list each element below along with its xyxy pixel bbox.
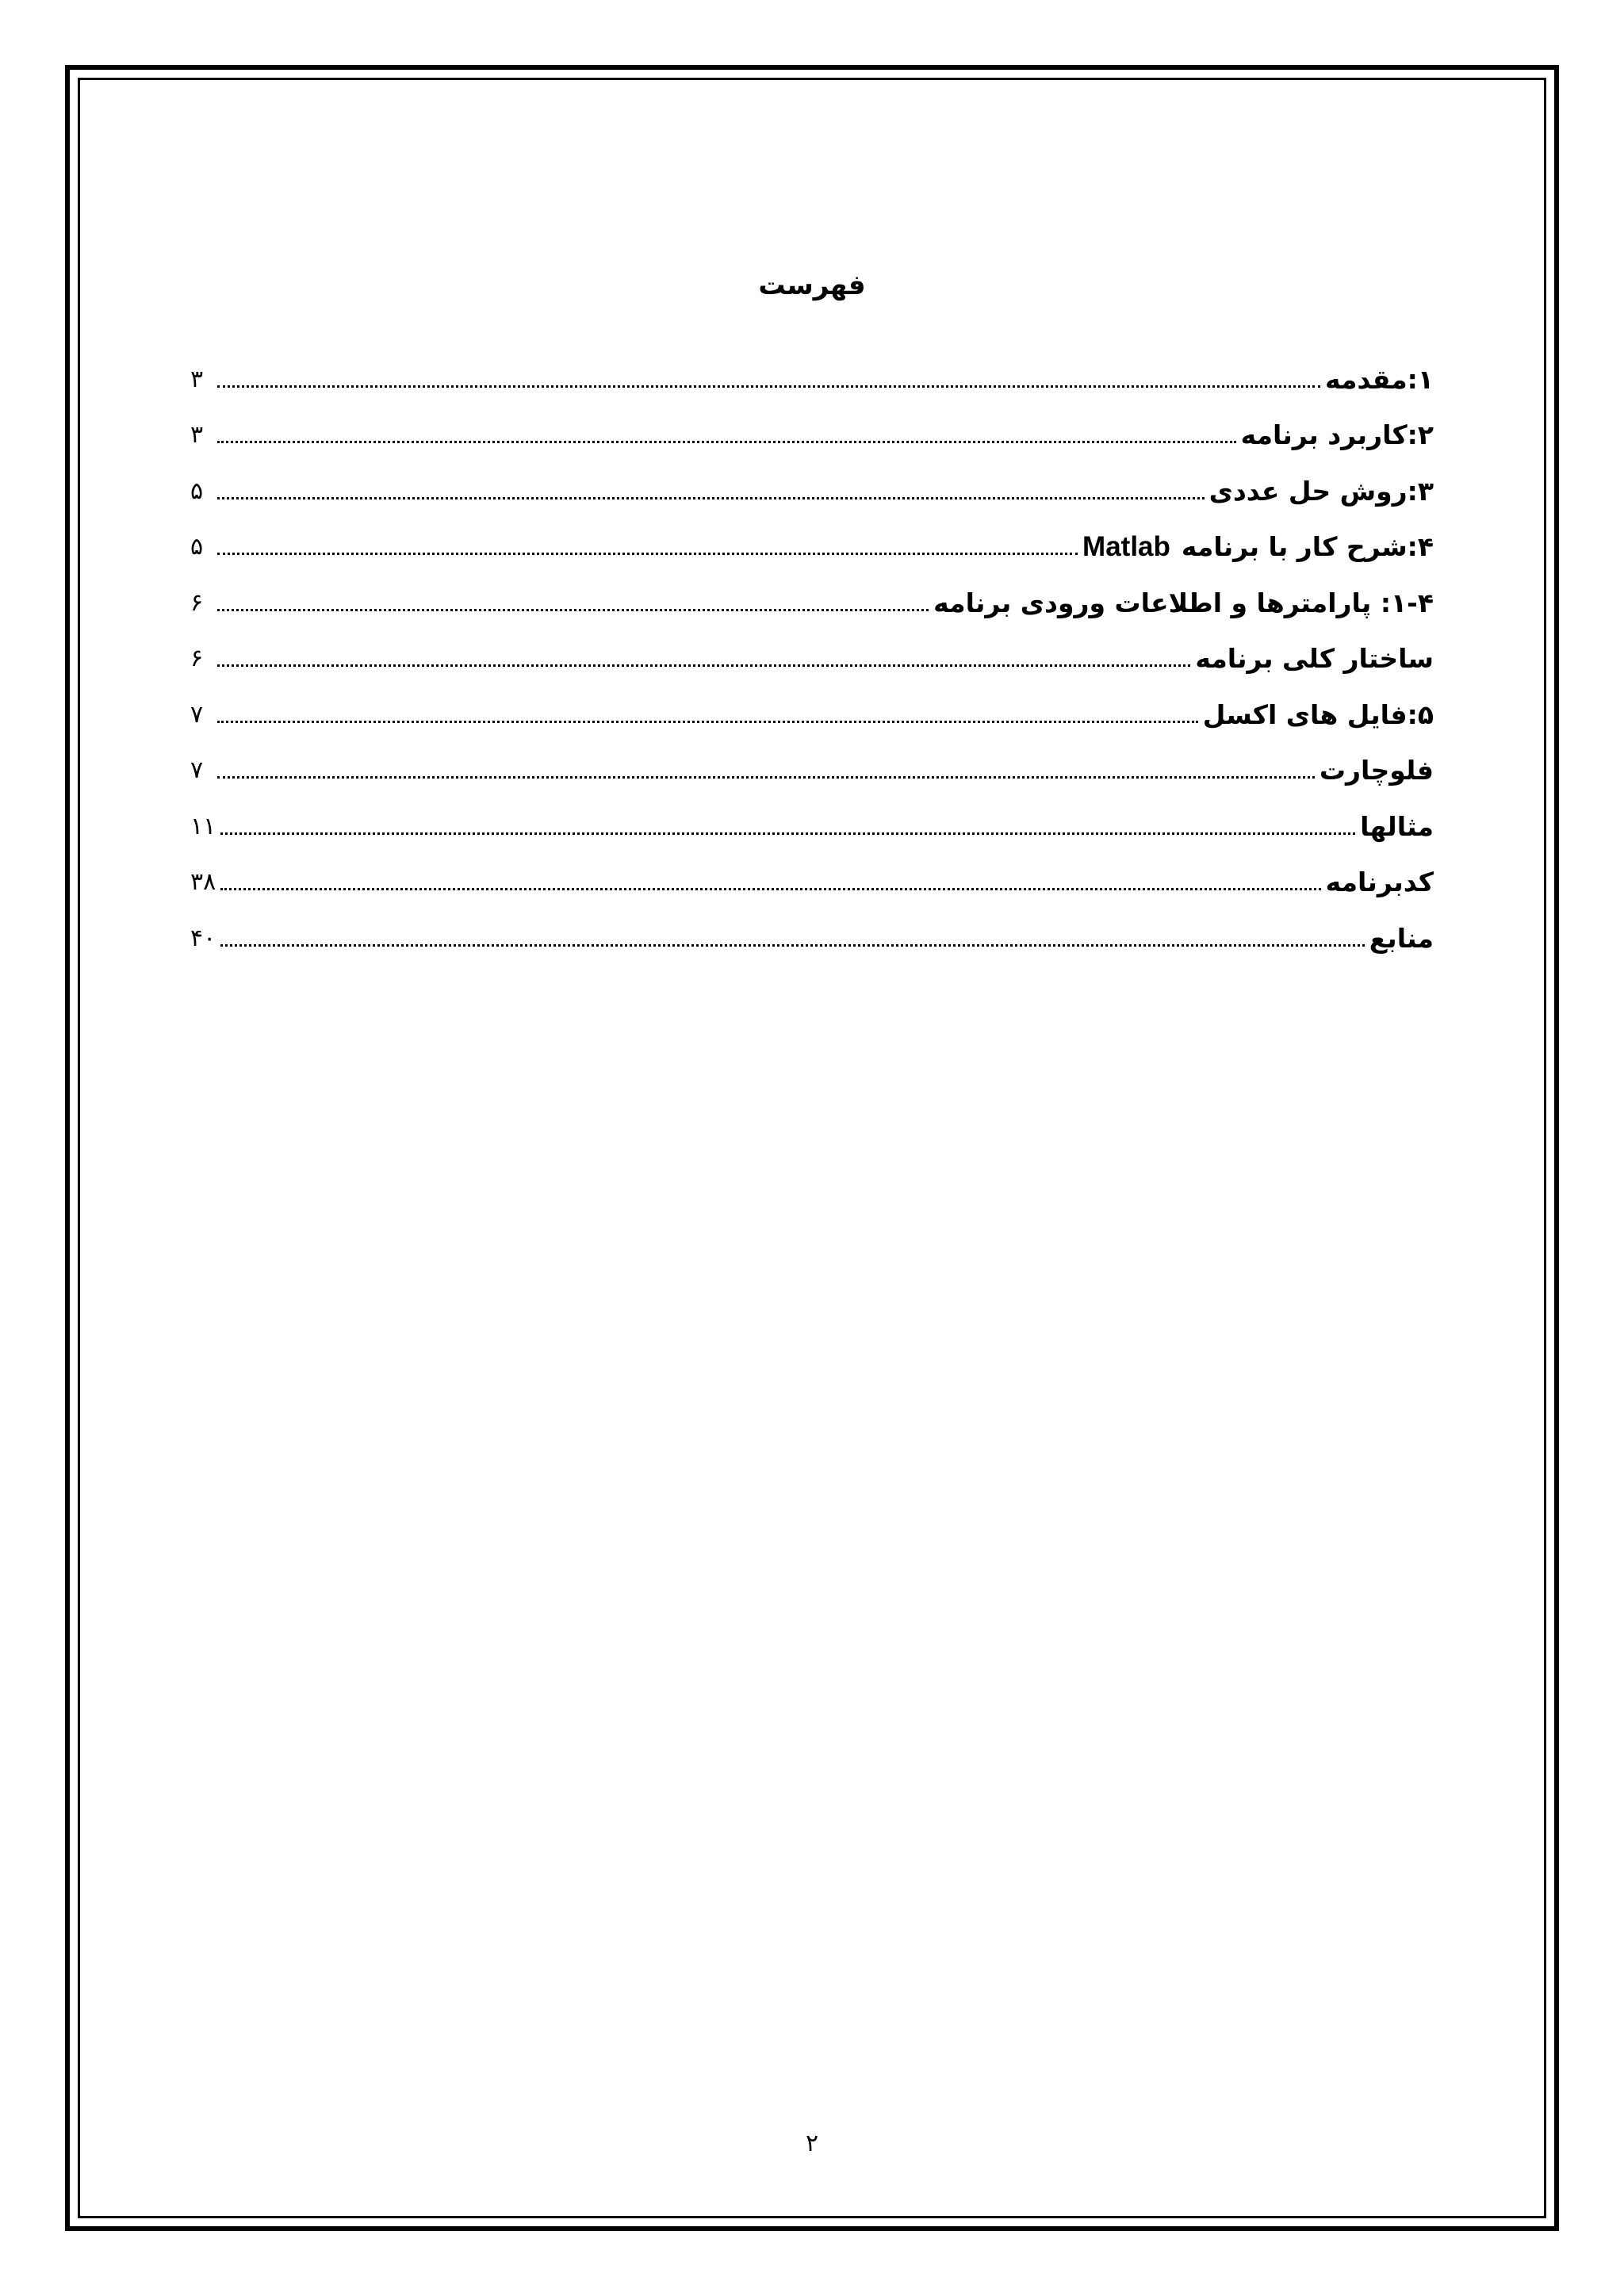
toc-entry-page: ۳۸: [190, 868, 216, 896]
toc-entry-page: ۵: [190, 533, 204, 561]
toc-dot-leader: [217, 609, 929, 611]
toc-entry-label: ۴:شرح کار با برنامهMatlab: [1082, 531, 1434, 562]
toc-entry-label: فلوچارت: [1319, 755, 1434, 786]
toc-dot-leader: [217, 441, 1236, 443]
toc-dot-leader: [217, 721, 1198, 723]
toc-entry-label: ۵:فایل های اکسل: [1202, 698, 1434, 730]
toc-entry[interactable]: [190, 794, 1434, 851]
toc-entry-label: ۲:کاربرد برنامه: [1240, 419, 1434, 450]
toc-entry[interactable]: [190, 627, 1434, 683]
toc-entry[interactable]: [190, 459, 1434, 515]
toc-dot-leader: [217, 497, 1205, 499]
toc-dot-leader: [217, 385, 1320, 388]
table-of-contents: [190, 347, 1434, 962]
toc-entry[interactable]: [190, 571, 1434, 627]
toc-entry-page: ۴۰: [190, 924, 216, 952]
toc-dot-leader: [217, 664, 1190, 667]
toc-entry[interactable]: [190, 515, 1434, 572]
toc-entry-page: ۱۱: [190, 812, 216, 840]
toc-dot-leader: [217, 553, 1078, 555]
toc-entry[interactable]: [190, 851, 1434, 907]
toc-entry[interactable]: [190, 347, 1434, 404]
toc-dot-leader: [220, 832, 1355, 835]
toc-entry-page: ۶: [190, 588, 204, 617]
toc-entry-page: ۶: [190, 645, 204, 672]
toc-entry[interactable]: [190, 906, 1434, 962]
toc-entry[interactable]: [190, 739, 1434, 795]
toc-entry-page: ۷: [190, 756, 204, 784]
toc-entry-label: مثالها: [1360, 810, 1434, 842]
toc-dot-leader: [220, 944, 1365, 947]
toc-entry-page: ۷: [190, 700, 204, 729]
toc-entry[interactable]: [190, 404, 1434, 460]
toc-entry-latin-term: Matlab: [1082, 531, 1170, 562]
toc-entry-page: ۵: [190, 476, 204, 505]
toc-entry-label: ساختار کلی برنامه: [1195, 643, 1434, 674]
toc-entry-page: ۳: [190, 365, 204, 393]
toc-entry-label: ۱-۴: پارامترها و اطلاعات ورودی برنامه: [933, 587, 1434, 618]
toc-dot-leader: [220, 888, 1320, 890]
page-number: ۲: [805, 2130, 819, 2157]
toc-dot-leader: [217, 776, 1315, 779]
toc-entry-page: ۳: [190, 421, 204, 449]
toc-entry-label: ۱:مقدمه: [1324, 363, 1434, 395]
toc-title: فهرست: [758, 270, 866, 301]
toc-entry-label: منابع: [1369, 922, 1434, 954]
toc-entry-label: کدبرنامه: [1325, 867, 1434, 897]
toc-entry[interactable]: [190, 683, 1434, 739]
toc-entry-label: ۳:روش حل عددی: [1208, 475, 1434, 507]
